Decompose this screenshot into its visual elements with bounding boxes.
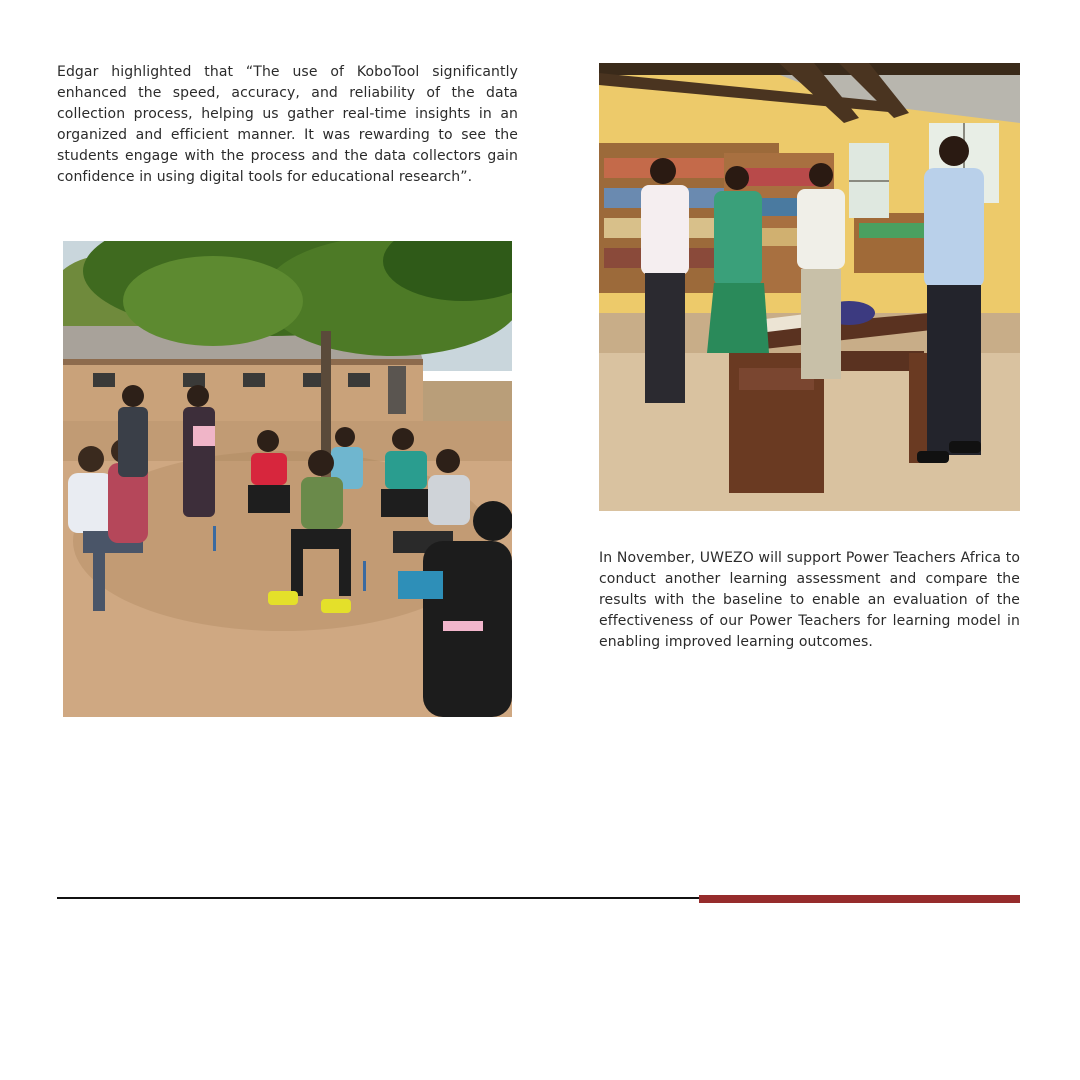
classroom-meeting-photo-illustration: [599, 63, 1020, 511]
outdoor-group-photo-illustration: [63, 241, 512, 717]
november-plan-paragraph: In November, UWEZO will support Power Teachers Africa to conduct another learning assessment and compare the results with the baseline to enable an evaluation of the effectiveness of our Power Teachers for learning model in enabling improved learning outcomes.: [599, 550, 1020, 650]
footer-rule-black: [57, 897, 699, 899]
classroom-meeting-photo: [599, 63, 1020, 511]
outdoor-group-photo: [63, 241, 512, 717]
footer-rule-accent: [699, 895, 1020, 903]
edgar-quote-paragraph: Edgar highlighted that “The use of KoboTool significantly enhanced the speed, accuracy, and reliability of the data collection process, helping us gather real-time insights in an organized and efficient manner. It was rewarding to see the students engage with the process and the data collectors gain confidence in using digital tools for educational research”.: [57, 64, 518, 185]
